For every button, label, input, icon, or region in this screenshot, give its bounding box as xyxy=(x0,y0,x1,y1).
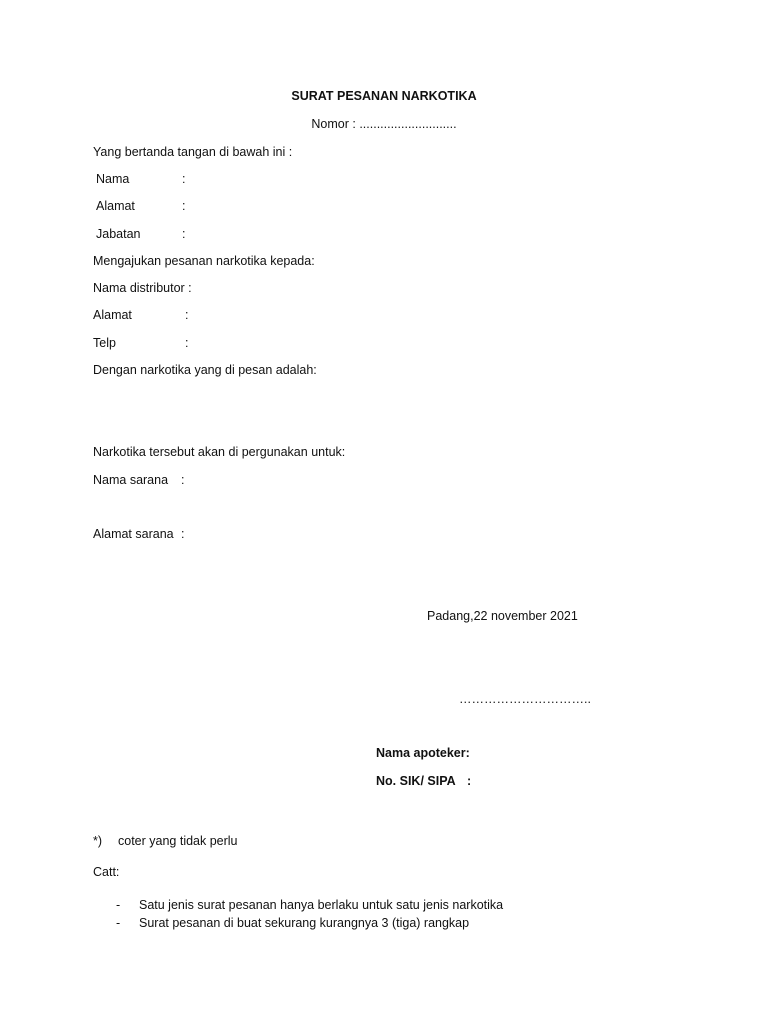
facility-address-colon: : xyxy=(181,527,185,541)
document-number: Nomor : ............................ xyxy=(311,117,457,131)
signer-address-label: Alamat xyxy=(96,199,135,213)
signer-position-colon: : xyxy=(182,227,186,241)
distributor-phone-label: Telp xyxy=(93,336,116,350)
pharmacist-license-label: No. SIK/ SIPA xyxy=(376,774,456,788)
place-date: Padang,22 november 2021 xyxy=(427,609,578,623)
distributor-address-label: Alamat xyxy=(93,308,132,322)
signer-name-label: Nama xyxy=(96,172,130,186)
signer-address-colon: : xyxy=(182,199,186,213)
request-line: Mengajukan pesanan narkotika kepada: xyxy=(93,254,315,268)
facility-name-label: Nama sarana xyxy=(93,473,169,487)
usage-line: Narkotika tersebut akan di pergunakan untuk: xyxy=(93,445,346,459)
note-item: Satu jenis surat pesanan hanya berlaku untuk satu jenis narkotika xyxy=(139,898,504,912)
ordered-items-line: Dengan narkotika yang di pesan adalah: xyxy=(93,363,317,377)
notes-label: Catt: xyxy=(93,865,120,879)
pharmacist-license-colon: : xyxy=(467,774,472,788)
facility-name-colon: : xyxy=(181,473,185,487)
signature-line: ………………………….. xyxy=(459,692,591,706)
document-title: SURAT PESANAN NARKOTIKA xyxy=(291,89,477,103)
note-bullet: - xyxy=(116,898,121,912)
signer-position-label: Jabatan xyxy=(96,227,141,241)
note-item: Surat pesanan di buat sekurang kurangnya 3 (tiga) rangkap xyxy=(139,916,470,930)
intro-line: Yang bertanda tangan di bawah ini : xyxy=(93,145,293,159)
footnote-marker: *) xyxy=(93,834,103,848)
pharmacist-name-label: Nama apoteker: xyxy=(376,746,470,760)
note-bullet: - xyxy=(116,916,121,930)
facility-address-label: Alamat sarana xyxy=(93,527,174,541)
signer-name-colon: : xyxy=(182,172,186,186)
distributor-name-label: Nama distributor : xyxy=(93,281,192,295)
distributor-address-colon: : xyxy=(185,308,189,322)
distributor-phone-colon: : xyxy=(185,336,189,350)
footnote-text: coter yang tidak perlu xyxy=(118,834,238,848)
